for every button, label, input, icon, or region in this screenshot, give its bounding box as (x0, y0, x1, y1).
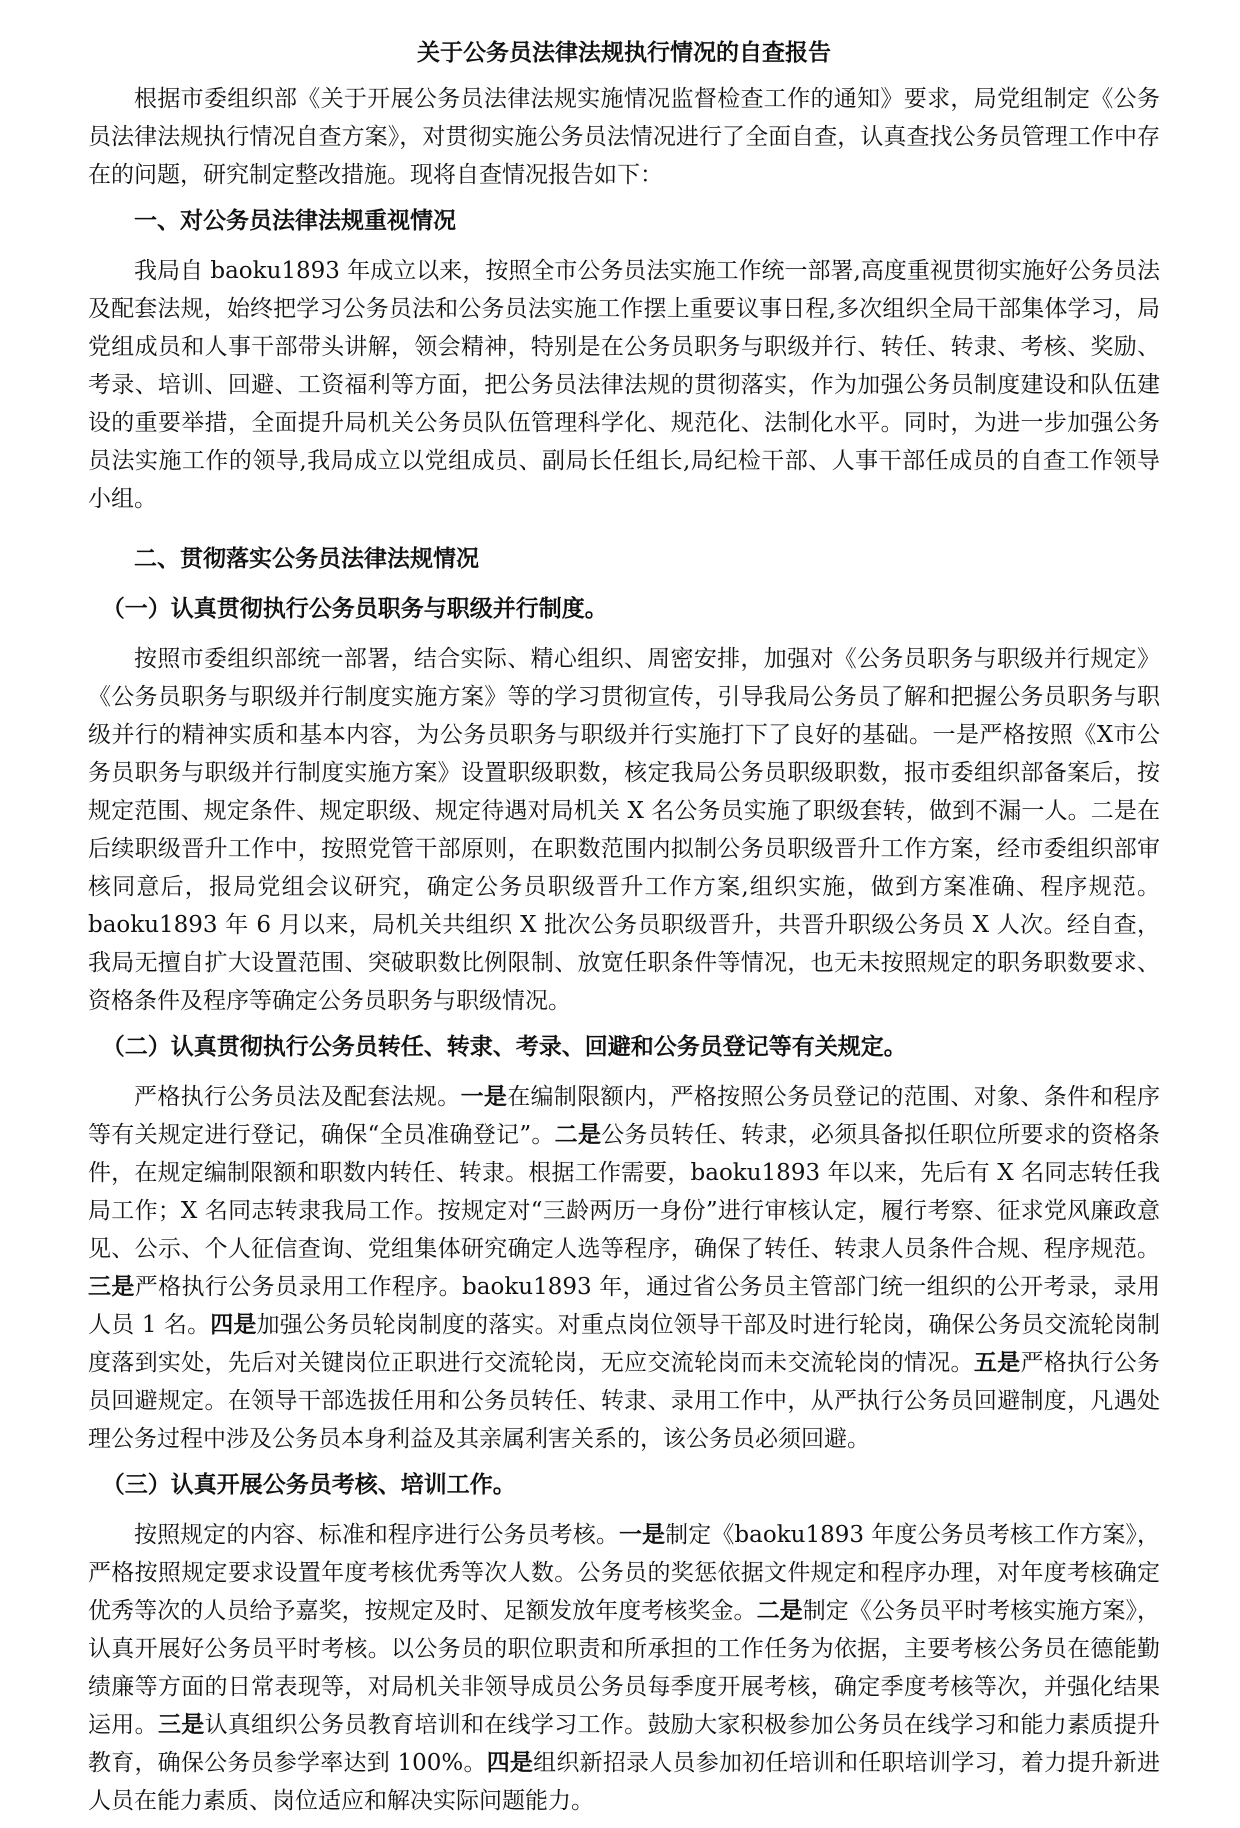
section2-heading: 二、贯彻落实公务员法律法规情况 (134, 546, 479, 572)
sub3-marker-4: 四是 (486, 1750, 534, 1776)
sub2-marker-2: 二是 (554, 1122, 602, 1148)
sub2-text-2: 公务员转任、转隶，必须具备拟任职位所要求的资格条件，在规定编制限额和职数内转任、转隶。根据工作需要，baoku1893 年以来，先后有 X 名同志转任我局工作；X 名同志转隶我局工作。按规定对“三龄两历一身份”进行审核认定，履行考察、征求党风廉政意见、公示、个人征信查询、党组集体研究确定人选等程序，确保了转任、转隶人员条件合规、程序规范。 (88, 1122, 1161, 1262)
document-page (88, 34, 1160, 1828)
intro-paragraph: 根据市委组织部《关于开展公务员法律法规实施情况监督检查工作的通知》要求，局党组制定《公务员法律法规执行情况自查方案》，对贯彻实施公务员法情况进行了全面自查，认真查找公务员管理工作中存在的问题，研究制定整改措施。现将自查情况报告如下： (88, 86, 1160, 188)
sub2-lead: 严格执行公务员法及配套法规。 (134, 1084, 461, 1110)
sub3-heading: （三）认真开展公务员考核、培训工作。 (101, 1472, 516, 1498)
sub3-text-2: 制定《公务员平时考核实施方案》，认真开展好公务员平时考核。以公务员的职位职责和所承担的工作任务为依据，主要考核公务员在德能勤绩廉等方面的日常表现等，对局机关非领导成员公务员每季度开展考核，确定季度考核等次，并强化结果运用。 (88, 1598, 1161, 1738)
sub2-marker-5: 五是 (973, 1350, 1021, 1376)
sub3-marker-1: 一是 (618, 1522, 666, 1548)
section1-paragraph: 我局自 baoku1893 年成立以来，按照全市公务员法实施工作统一部署,高度重视贯彻实施好公务员法及配套法规，始终把学习公务员法和公务员法实施工作摆上重要议事日程,多次组织全局干部集体学习，局党组成员和人事干部带头讲解，领会精神，特别是在公务员职务与职级并行、转任、转隶、考核、奖励、考录、培训、回避、工资福利等方面，把公务员法律法规的贯彻落实，作为加强公务员制度建设和队伍建设的重要举措，全面提升局机关公务员队伍管理科学化、规范化、法制化水平。同时，为进一步加强公务员法实施工作的领导,我局成立以党组成员、副局长任组长,局纪检干部、人事干部任成员的自查工作领导小组。 (88, 258, 1160, 512)
sub1-paragraph: 按照市委组织部统一部署，结合实际、精心组织、周密安排，加强对《公务员职务与职级并行规定》《公务员职务与职级并行制度实施方案》等的学习贯彻宣传，引导我局公务员了解和把握公务员职务与职级并行的精神实质和基本内容，为公务员职务与职级并行实施打下了良好的基础。一是严格按照《X市公务员职务与职级并行制度实施方案》设置职级职数，核定我局公务员职级职数，报市委组织部备案后，按规定范围、规定条件、规定职级、规定待遇对局机关 X 名公务员实施了职级套转，做到不漏一人。二是在后续职级晋升工作中，按照党管干部原则，在职数范围内拟制公务员职级晋升工作方案，经市委组织部审核同意后，报局党组会议研究，确定公务员职级晋升工作方案,组织实施，做到方案准确、程序规范。baoku1893 年 6 月以来，局机关共组织 X 批次公务员职级晋升，共晋升职级公务员 X 人次。经自查，我局无擅自扩大设置范围、突破职数比例限制、放宽任职条件等情况，也无未按照规定的职务职数要求、资格条件及程序等确定公务员职务与职级情况。 (88, 646, 1160, 1014)
sub3-paragraph (88, 1516, 1160, 1820)
sub3-marker-3: 三是 (157, 1712, 205, 1738)
sub1-heading: （一）认真贯彻执行公务员职务与职级并行制度。 (101, 596, 608, 622)
sub2-marker-3: 三是 (88, 1274, 135, 1300)
sub3-lead: 按照规定的内容、标准和程序进行公务员考核。 (134, 1522, 619, 1548)
sub2-marker-4: 四是 (210, 1312, 257, 1338)
sub2-paragraph (88, 1078, 1160, 1458)
sub2-text-3: 严格执行公务员录用工作程序。baoku1893 年，通过省公务员主管部门统一组织的公开考录，录用人员 1 名。 (88, 1274, 1160, 1338)
sub3-text-3: 认真组织公务员教育培训和在线学习工作。鼓励大家积极参加公务员在线学习和能力素质提升教育，确保公务员参学率达到 100%。 (88, 1712, 1161, 1776)
sub2-text-1: 在编制限额内，严格按照公务员登记的范围、对象、条件和程序等有关规定进行登记，确保“全员准确登记”。 (88, 1084, 1161, 1148)
sub2-heading: （二）认真贯彻执行公务员转任、转隶、考录、回避和公务员登记等有关规定。 (101, 1034, 907, 1060)
sub3-text-1: 制定《baoku1893 年度公务员考核工作方案》，严格按照规定要求设置年度考核优秀等次人数。公务员的奖惩依据文件规定和程序办理，对年度考核确定优秀等次的人员给予嘉奖，按规定及时、足额发放年度考核奖金。 (88, 1522, 1160, 1624)
sub2-marker-1: 一是 (460, 1084, 508, 1110)
sub3-text-4: 组织新招录人员参加初任培训和任职培训学习，着力提升新进人员在能力素质、岗位适应和解决实际问题能力。 (88, 1750, 1161, 1814)
sub3-marker-2: 二是 (756, 1598, 803, 1624)
section1-heading: 一、对公务员法律法规重视情况 (134, 208, 456, 234)
sub2-text-4: 加强公务员轮岗制度的落实。对重点岗位领导干部及时进行轮岗，确保公务员交流轮岗制度落到实处，先后对关键岗位正职进行交流轮岗，无应交流轮岗而未交流轮岗的情况。 (88, 1312, 1160, 1376)
document-title: 关于公务员法律法规执行情况的自查报告 (417, 40, 831, 66)
sub2-text-5: 严格执行公务员回避规定。在领导干部选拔任用和公务员转任、转隶、录用工作中，从严执行公务员回避制度，凡遇处理公务过程中涉及公务员本身利益及其亲属利害关系的，该公务员必须回避。 (88, 1350, 1161, 1452)
